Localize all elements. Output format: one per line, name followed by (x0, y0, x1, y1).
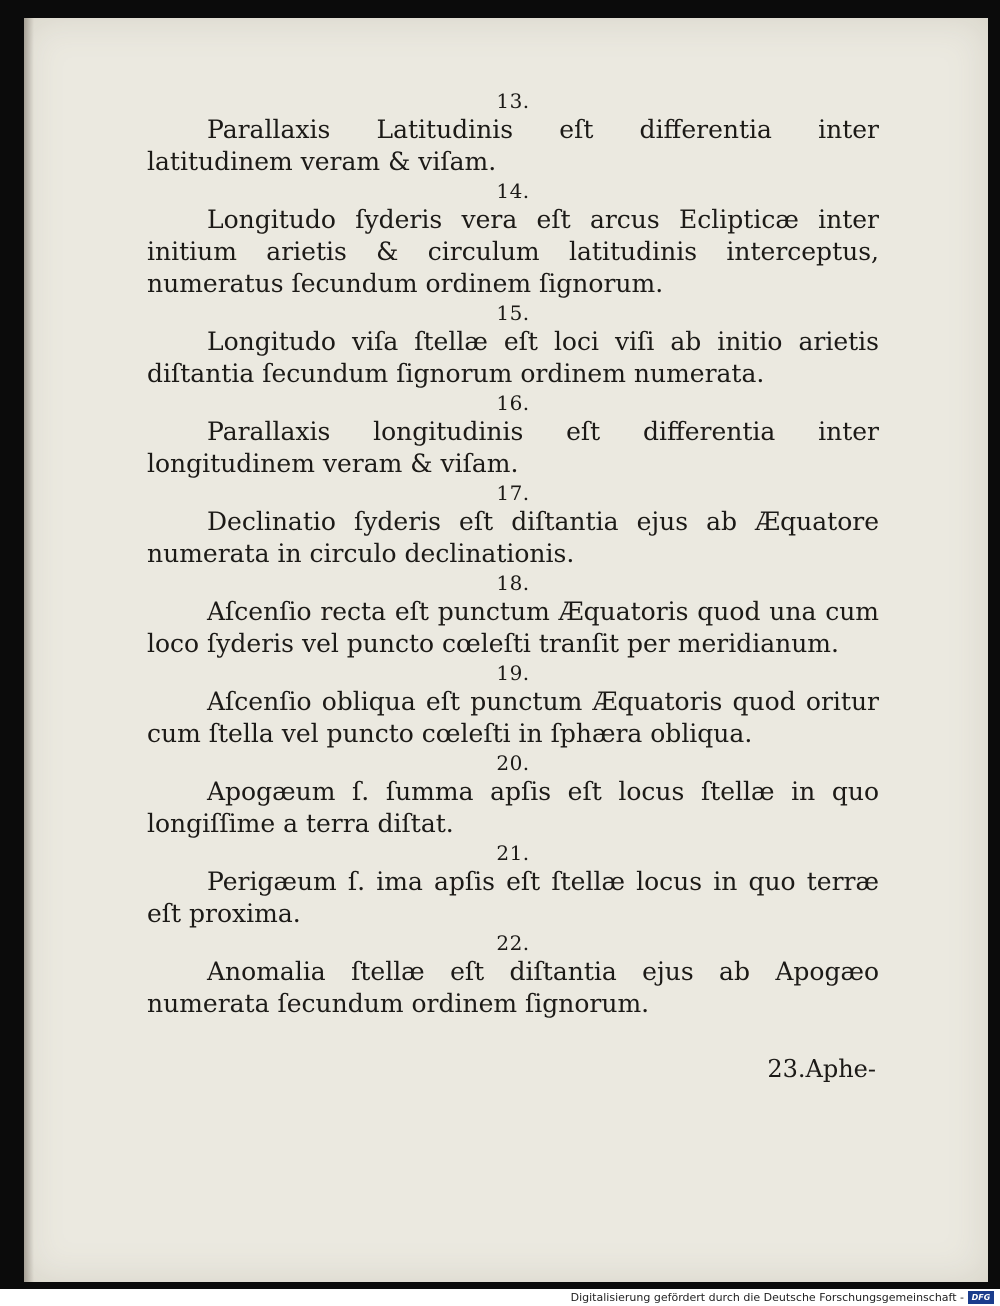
entry-number: 13. (496, 89, 530, 113)
entry-text: Longitudo ſyderis vera eſt arcus Eclipticæ inter initium arietis & circulum latitudinis interceptus, numeratus ſecundum ordinem ſignorum. (147, 205, 879, 298)
entry-20 (147, 750, 879, 840)
entry-number: 16. (496, 391, 530, 415)
footer-bar (0, 1289, 1000, 1306)
entry-text: Parallaxis Latitudinis eſt differentia inter latitudinem veram & viſam. (147, 115, 879, 176)
entry-number: 18. (496, 571, 530, 595)
entry-number: 19. (496, 661, 530, 685)
entry-text: Parallaxis longitudinis eſt differentia inter longitudinem veram & viſam. (147, 417, 879, 478)
entry-number: 20. (496, 751, 530, 775)
entry-number: 21. (496, 841, 530, 865)
entry-text: Declinatio ſyderis eſt diſtantia ejus ab Æquatore numerata in circulo declinationis. (147, 507, 879, 568)
entry-17 (147, 480, 879, 570)
entry-text: Anomalia ſtellæ eſt diſtantia ejus ab Apogæo numerata ſecundum ordinem ſignorum. (147, 957, 879, 1018)
book-page (24, 18, 988, 1282)
entry-16 (147, 390, 879, 480)
entry-22 (147, 930, 879, 1020)
entry-text: Longitudo viſa ſtellæ eſt loci viſi ab initio arietis diſtantia ſecundum ſignorum ordinem numerata. (147, 327, 879, 388)
entry-number: 14. (496, 179, 530, 203)
entry-number: 15. (496, 301, 530, 325)
catchword: 23.Aphe- (767, 1055, 876, 1083)
entry-number: 17. (496, 481, 530, 505)
entry-text: Perigæum ſ. ima apſis eſt ſtellæ locus in quo terræ eſt proxima. (147, 867, 879, 928)
entry-text: Aſcenſio obliqua eſt punctum Æquatoris quod oritur cum ſtella vel puncto cœleſti in ſphæra obliqua. (147, 687, 879, 748)
footer-credit: Digitalisierung gefördert durch die Deutsche Forschungsgemeinschaft - (570, 1291, 964, 1304)
entry-18 (147, 570, 879, 660)
entry-21 (147, 840, 879, 930)
entry-15 (147, 300, 879, 390)
entry-19 (147, 660, 879, 750)
entry-13 (147, 88, 879, 178)
entry-number: 22. (496, 931, 530, 955)
entry-14 (147, 178, 879, 300)
page-text (147, 88, 879, 1020)
entry-text: Apogæum ſ. ſumma apſis eſt locus ſtellæ in quo longiſſime a terra diſtat. (147, 777, 879, 838)
entry-text: Aſcenſio recta eſt punctum Æquatoris quod una cum loco ſyderis vel puncto cœleſti tranſit per meridianum. (147, 597, 879, 658)
page-spine-shadow (24, 18, 34, 1282)
dfg-logo-icon: DFG (968, 1291, 994, 1304)
